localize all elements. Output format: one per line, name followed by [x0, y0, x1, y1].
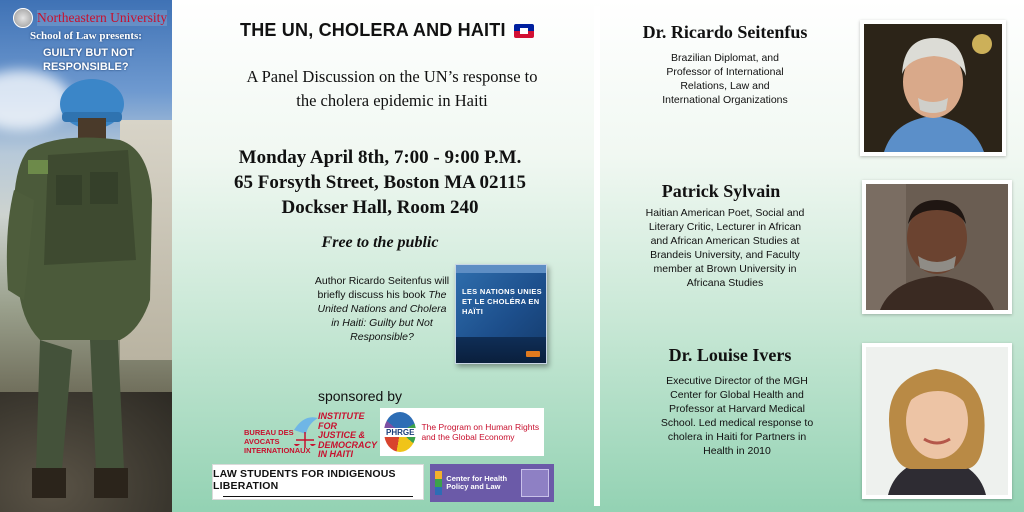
column-divider — [594, 6, 600, 506]
panelist-1-bio: Brazilian Diplomat, and Professor of International Relations, Law and International Organizations — [662, 52, 788, 106]
event-room: Dockser Hall, Room 240 — [281, 197, 479, 218]
tagline: GUILTY BUT NOT RESPONSIBLE? — [43, 47, 135, 73]
book-cover-bottom — [456, 337, 546, 363]
book-cover-title: LES NATIONS UNIES ET LE CHOLÉRA EN HAÏTI — [462, 287, 542, 316]
panelist-1-name: Dr. Ricardo Seitenfus — [642, 22, 808, 42]
ijdh-logo-text: INSTITUTE FOR JUSTICE & DEMOCRACY IN HAITI — [318, 411, 377, 459]
book-cover-band — [456, 265, 546, 273]
subtitle-line-2: the cholera epidemic in Haiti — [296, 91, 488, 110]
publisher-badge-icon — [526, 351, 540, 357]
university-logo — [13, 8, 167, 28]
phrge-logo — [380, 408, 544, 456]
panelist-2-photo — [862, 180, 1012, 314]
banner-photo — [0, 0, 172, 512]
panelist-1-photo — [860, 20, 1006, 156]
event-address: 65 Forsyth Street, Boston MA 02115 — [233, 172, 527, 193]
haiti-flag-icon — [514, 24, 534, 38]
phrge-globe-icon — [384, 412, 416, 452]
panelist-2-bio: Haitian American Poet, Social and Literary Critic, Lecturer in African and African American Studies at Brandeis University, and Faculty member at Brown University in Africana Studies — [645, 207, 805, 289]
admission-note: Free to the public — [321, 234, 439, 251]
lsil-rule — [223, 496, 413, 497]
event-subtitle — [222, 65, 562, 113]
bureau-logo-text: BUREAU DES AVOCATS INTERNATIONAUX — [244, 428, 311, 455]
panelist-3-portrait-image — [866, 347, 1008, 495]
event-details — [200, 145, 560, 220]
chplaw-logo — [430, 464, 554, 502]
panelist-3-bio: Executive Director of the MGH Center for Global Health and Professor at Harvard Medical School. Led medical response to cholera in Haiti for Partners in Health in 2010 — [660, 375, 814, 457]
book-title: The United Nations and Cholera in Haiti: Guilty but Not Responsible? — [317, 289, 447, 343]
chplaw-mark-icon — [435, 471, 442, 495]
un-soldier-image — [0, 0, 172, 512]
lsil-logo — [212, 464, 424, 500]
university-name: Northeastern University — [37, 10, 168, 25]
phrge-name: The Program on Human Rights and the Global Economy — [421, 421, 540, 442]
event-title-row — [240, 20, 560, 41]
event-date-time: Monday April 8th, 7:00 - 9:00 P.M. — [238, 147, 522, 168]
sponsored-by-heading: sponsored by — [317, 388, 403, 404]
lsil-name: LAW STUDENTS FOR INDIGENOUS LIBERATION — [213, 467, 396, 492]
phrge-abbr: PHRGE — [386, 427, 415, 437]
panelist-1-portrait-image — [864, 24, 1002, 152]
book-cover-image — [455, 264, 547, 364]
chplaw-badge-icon — [521, 469, 549, 497]
panelist-3-name: Dr. Louise Ivers — [668, 345, 792, 365]
panelist-3-photo — [862, 343, 1012, 499]
subtitle-line-1: A Panel Discussion on the UN’s response to — [246, 67, 538, 86]
panelist-2-name: Patrick Sylvain — [661, 181, 781, 201]
event-title: THE UN, CHOLERA AND HAITI — [240, 20, 506, 40]
bureau-ijdh-logo — [240, 408, 377, 459]
dove-scale-icon — [290, 412, 320, 452]
presents-label: School of Law presents: — [30, 30, 142, 42]
panelist-2-portrait-image — [866, 184, 1008, 310]
university-seal-icon — [13, 8, 33, 28]
author-note-lead: Author Ricardo Seitenfus will briefly discuss his book — [314, 275, 450, 301]
author-note — [314, 274, 450, 344]
chplaw-name: Center for Health Policy and Law — [446, 473, 508, 491]
